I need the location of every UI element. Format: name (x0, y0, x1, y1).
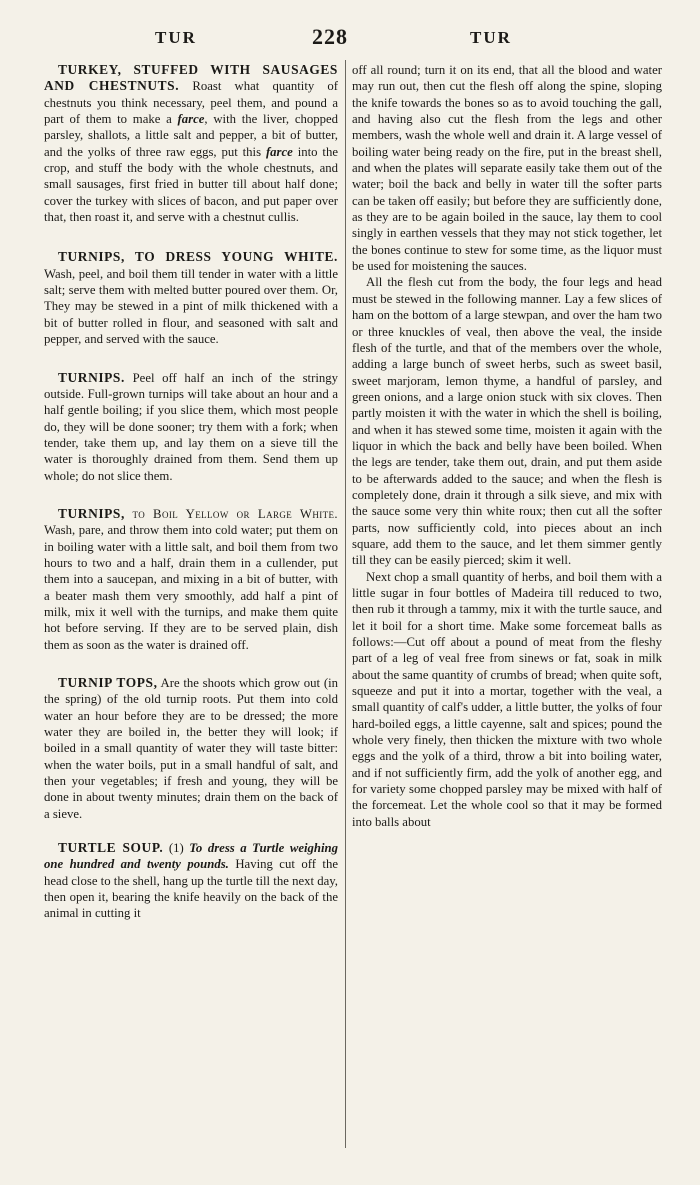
entry-number: (1) (168, 841, 184, 856)
entry-heading: TURTLE SOUP. (58, 840, 164, 856)
page-number: 228 (312, 24, 348, 49)
entry-text: , with the liver, chopped parsley, shallots, a little salt and pepper, a bit of butter, and the yolks of three raw eggs, put this (44, 112, 339, 159)
entry-turtle-soup (44, 840, 338, 922)
running-head (0, 24, 700, 54)
entry-subheading: to Boil Yellow or Large White. (132, 506, 339, 521)
paragraph-continued: off all round; turn it on its end, that all the blood and water may run out, then cut the flesh off along the spine, sloping the knife towards the bones so as to avoid touching the gall, and having also cut the flesh from the legs and other members, wash the whole well and drain it. A large vessel of boiling water being ready on the fire, put in the breast shell, and when the plates will separate easily take them out of the water; boil the back and belly in water till the softer parts can be taken off easily; but before they are sufficiently done, as they are to be again boiled in the sauce, lay them to cool singly in earthen vessels that they may not stick together, let the bones continue to stew for some time, as the liquor must be used for moistening the sauces. (352, 63, 662, 274)
entry-turnips-boil-yellow (44, 506, 338, 653)
right-column (352, 62, 662, 830)
entry-text: Wash, peel, and boil them till tender in water with a little salt; serve them with melted butter poured over them. Or, They may be stewed in a pint of milk thickened with a bit of butter rolled in flour, and seasoned with salt and pepper, and served with the sauce. (44, 266, 338, 347)
entry-heading: TURNIPS, (58, 505, 125, 521)
italic-term: farce (177, 112, 205, 127)
running-head-right: TUR (470, 28, 512, 47)
entry-heading: TURNIP TOPS, (58, 675, 158, 690)
entry-text: Wash, pare, and throw them into cold water; put them on in boiling water with a little salt, and boil them from two hours to two and a half, drain them in a cullender, put them into a saucepan, and mixing in a bit of butter, with a beater mash them very smoothly, add half a pint of milk, mix it well with the turnips, and make them quite hot before serving. If they are to be served plain, dish them as soon as the water is drained off. (44, 523, 338, 652)
entry-turnips (44, 370, 338, 484)
paragraph: All the flesh cut from the body, the four legs and head must be stewed in the following manner. Lay a few slices of ham on the bottom of a large stewpan, and over the ham two or three knuckles of veal, then above the veal, the inside flesh of the turtle, and that of the members over the whole, adding a large bunch of sweet herbs, such as sweet basil, sweet marjoram, lemon thyme, a handful of parsley, and green onions, and a large onion stuck with six cloves. Then partly moisten it with the water in which the shell is boiling, and when it has stewed some time, moisten it again with the liquor in which the back and belly have been boiled. When the legs are tender, take them out, drain, and put them aside to be afterwards added to the sauce; and when the flesh is completely done, drain it through a silk sieve, and mix with the sauce some very thin white roux; then cut all the softer parts, now sufficiently cold, into pieces about an inch square, add them to the sauce, and let them simmer gently till they can be easily pierced; skim it well. (352, 275, 662, 568)
entry-text: Peel off half an inch of the stringy outside. Full-grown turnips will take about an hour and a half gentle boiling; if you slice them, which most people do, they will be done sooner; try them with a fork; when tender, take them up, and lay them on a sieve till the water is thoroughly drained from them. Send them up whole; do not slice them. (44, 370, 339, 483)
entry-turkey (44, 62, 338, 225)
entry-turnips-young-white (44, 249, 338, 347)
entry-subheading: To dress a Turtle weighing one hundred and twenty pounds. (44, 841, 339, 872)
paragraph: Next chop a small quantity of herbs, and boil them with a little sugar in four bottles of Madeira till reduced to two, then rub it through a tammy, mix it with the turtle sauce, and let it boil for a short time. Make some forcemeat balls as follows:—Cut off about a pound of meat from the fleshy part of a leg of veal free from sinews or fat, soak in milk about the same quantity of crumbs of bread; when quite soft, squeeze and put it into a mortar, together with the veal, a small quantity of calf's udder, a little butter, the yolks of four hard-boiled eggs, a little cayenne, salt and spices; pound the whole very finely, then thicken the mixture with two whole eggs and the yolk of a third, throw a bit into boiling water, and if not sufficiently firm, add the yolk of another egg, and for variety some chopped parsley may be mixed with half of the forcemeat. Let the whole cool so that it may be formed into balls about (352, 569, 662, 829)
entry-text: Roast what quantity of chestnuts you think necessary, peel them, and pound a part of them to make a (44, 79, 339, 127)
entry-text: Having cut off the head close to the shell, hang up the turtle till the next day, then open it, bearing the knife heavily on the back of the animal in cutting it (44, 857, 338, 921)
column-divider (345, 60, 346, 1148)
entry-text: Are the shoots which grow out (in the spring) of the old turnip roots. Put them into cold water an hour before they are to be dressed; the more water they are boiled in, the better they will look; if boiled in a small quantity of water they will taste bitter: when the water boils, put in a small handful of salt, and then your vegetables; if fresh and young, they will be done in about twenty minutes; drain them on the back of a sieve. (44, 676, 338, 821)
entry-heading: TURKEY, STUFFED WITH SAUSAGES AND CHESTNUTS. (44, 62, 338, 94)
entry-turnip-tops (44, 675, 338, 822)
italic-term: farce (265, 144, 293, 159)
running-head-left: TUR (155, 28, 197, 47)
entry-text: into the crop, and stuff the body with the whole chestnuts, and small sausages, first fried in butter till about half done; cover the turkey with slices of bacon, and put paper over that, then roast it, and serve with a chestnut cullis. (44, 144, 338, 225)
left-column (44, 62, 338, 922)
entry-heading: TURNIPS. (58, 369, 125, 385)
entry-heading: TURNIPS, TO DRESS YOUNG WHITE. (58, 249, 338, 265)
